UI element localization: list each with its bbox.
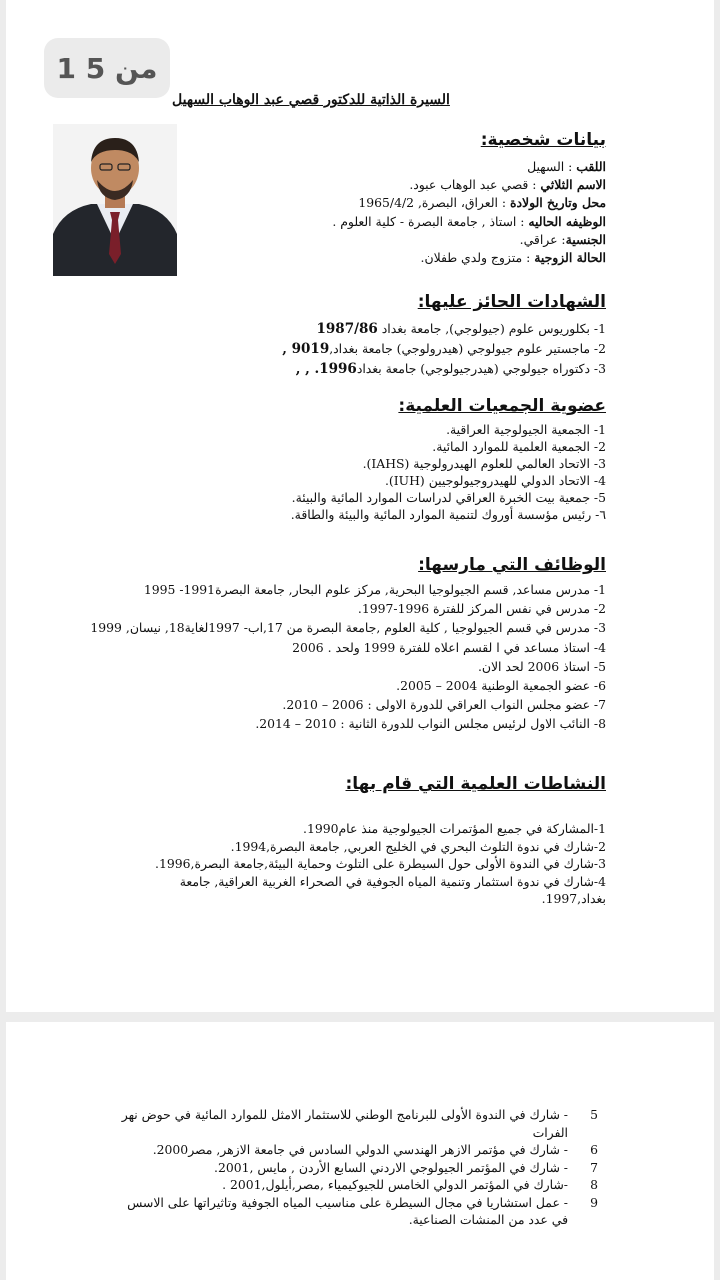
societies-heading: عضوية الجمعيات العلمية: [398, 396, 606, 416]
item-text: -شارك في المؤتمر الدولي الخامس للجيوكيمياء ,مصر,أيلول,2001 . [222, 1177, 568, 1192]
list-item: 6- عضو الجمعية الوطنية 2004 – 2005. [396, 678, 606, 694]
personal-info [332, 158, 606, 267]
list-item: ٦- رئيس مؤسسة أوروك لتنمية الموارد المائية والبيئة والطاقة. [290, 507, 606, 522]
item-text: 2- ماجستير علوم جيولوجي (هيدرولوجي) جامعة بغداد, [329, 341, 606, 356]
item-year: 1987/86 [316, 321, 378, 337]
list-item: 1-المشاركة في جميع المؤتمرات الجيولوجية منذ عام1990. [303, 821, 606, 836]
list-item: 4- استاذ مساعد في ا لقسم اعلاه للفترة 1999 ولحد . 2006 [292, 639, 606, 655]
info-row [332, 158, 606, 176]
list-item: 4-شارك في ندوة استثمار وتنمية المياه الجوفية في الصحراء الغربية العراقية, جامعة بغداد,1997. [179, 873, 606, 906]
list-item [118, 1159, 598, 1177]
list-item [118, 1106, 598, 1141]
info-row [332, 213, 606, 231]
list-item: 8- النائب الاول لرئيس مجلس النواب للدورة الثانية : 2010 – 2014. [255, 716, 606, 732]
info-label: محل وتاريخ الولادة [510, 195, 606, 211]
document-page-1 [6, 0, 714, 1012]
certificates-heading: الشهادات الحائز عليها: [417, 292, 606, 312]
list-item [118, 1141, 598, 1159]
list-item: 5- جمعية بيت الخبرة العراقي لدراسات الموارد المائية والبيئة. [291, 490, 606, 505]
item-text: - شارك في المؤتمر الجيولوجي الاردني السابع الأردن , مايس ,2001. [214, 1159, 568, 1175]
list-item [282, 339, 606, 359]
item-text: - شارك في مؤتمر الازهر الهندسي الدولي السادس في جامعة الازهر, مصر2000. [152, 1142, 568, 1157]
info-value: : متزوج ولدي طفلان. [420, 250, 535, 266]
list-item: 5- استاذ 2006 لحد الان. [477, 658, 606, 674]
list-item: 7- عضو مجلس النواب العراقي للدورة الاولى : 2006 – 2010. [282, 697, 606, 713]
info-label: الاسم الثلاثي [540, 177, 606, 193]
info-value: : عراقي. [519, 231, 566, 247]
page-indicator: 1 من 5 [44, 38, 170, 98]
info-label: الحالة الزوجية [534, 250, 606, 266]
list-item [118, 1176, 598, 1194]
info-label: الوظيفه الحاليه [528, 213, 606, 229]
item-number: 7 [590, 1159, 598, 1175]
certificates-list [282, 319, 606, 379]
list-item: 2- الجمعية العلمية للموارد المائية. [432, 439, 606, 454]
jobs-list [16, 580, 606, 734]
info-row [332, 231, 606, 249]
list-item: 3-شارك في الندوة الأولى حول السيطرة على التلوث وحماية البيئة,جامعة البصرة,1996. [155, 856, 606, 871]
item-number: 6 [590, 1142, 598, 1157]
info-value: : السهيل [527, 159, 577, 174]
item-number: 9 [590, 1194, 598, 1210]
info-value: : العراق، البصرة, 1965/4/2 [358, 195, 511, 211]
list-item: 1- الجمعية الجيولوجية العراقية. [446, 422, 606, 437]
info-row [332, 176, 606, 194]
item-text: 3- دكتوراه جيولوجي (هيدرجيولوجي) جامعة بغداد [356, 361, 606, 376]
list-item: 3- مدرس في قسم الجيولوجيا , كلية العلوم ,جامعة البصرة من 17,اب- 1997لغاية18, نيسان, 1999 [90, 620, 606, 636]
info-row [332, 249, 606, 267]
list-item [118, 1194, 598, 1229]
activities-heading: النشاطات العلمية التي قام بها: [345, 774, 606, 794]
item-number: 8 [590, 1177, 598, 1192]
item-text: - عمل استشاريا في مجال السيطرة على مناسيب المياه الجوفية وتاثيراتها على الاسس في عدد من المنشات الصناعية. [127, 1194, 568, 1227]
item-year: 1996. , , [295, 361, 357, 377]
info-label: اللقب [576, 159, 606, 174]
list-item: 3- الاتحاد العالمي للعلوم الهيدرولوجية (IAHS). [362, 456, 606, 471]
document-title: السيرة الذاتية للدكتور قصي عبد الوهاب السهيل [172, 92, 450, 108]
list-item: 2-شارك في ندوة التلوث البحري في الخليج العربي, جامعة البصرة,1994. [230, 838, 606, 854]
list-item: 1- مدرس مساعد, قسم الجيولوجيا البحرية, مركز علوم البحار, جامعة البصرة1991- 1995 [143, 582, 606, 597]
info-value: : قصي عبد الوهاب عبود. [409, 177, 541, 193]
profile-photo [53, 124, 177, 276]
jobs-heading: الوظائف التي مارسها: [418, 555, 606, 575]
info-row [332, 194, 606, 212]
list-item: 2- مدرس في نفس المركز للفترة 1996-1997. [357, 601, 606, 617]
continued-activities-list [118, 1106, 598, 1229]
info-value: : استاذ , جامعة البصرة - كلية العلوم . [332, 213, 529, 229]
item-text: 1- بكلوريوس علوم (جيولوجي), جامعة بغداد [377, 321, 606, 336]
item-year: 9019 , [282, 341, 330, 357]
list-item: 4- الاتحاد الدولي للهيدروجيولوجيين (IUH). [384, 473, 606, 488]
activities-list [155, 820, 606, 908]
document-page-2 [6, 1022, 714, 1280]
info-label: الجنسية [565, 231, 606, 247]
item-text: - شارك في الندوة الأولى للبرنامج الوطني للاستثمار الامثل للموارد المائية في حوض نهر الفرات [121, 1107, 568, 1140]
societies-list [291, 421, 606, 523]
list-item [282, 319, 606, 339]
item-number: 5 [590, 1107, 598, 1122]
personal-info-heading: بيانات شخصية: [480, 130, 606, 150]
list-item [282, 359, 606, 379]
